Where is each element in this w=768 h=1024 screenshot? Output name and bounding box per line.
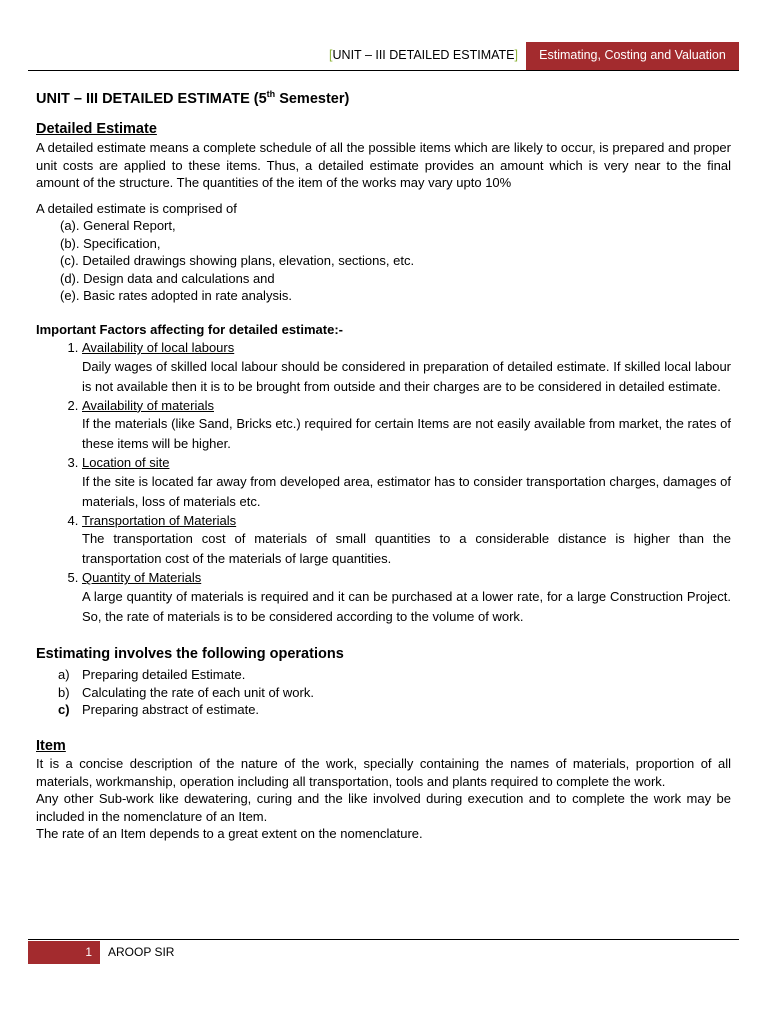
title-main: UNIT – III DETAILED ESTIMATE (5: [36, 90, 267, 107]
factor-title: 1. Availability of local labours: [82, 340, 235, 356]
list-item: [58, 666, 731, 684]
factors-heading: Important Factors affecting for detailed estimate:-: [36, 321, 343, 337]
item-paragraph: It is a concise description of the nature of the work, specially containing the names of materials, proportion of all materials, workmanship, operation including all transportation, tools and plants required to complete the work.: [36, 756, 731, 789]
list-item: [82, 397, 731, 455]
list-marker: b): [58, 684, 70, 700]
factor-title: 4. Transportation of Materials: [82, 512, 237, 528]
factor-description: Daily wages of skilled local labour should be considered in preparation of detailed estimate. If skilled local labour is not available then it is to be brought from outside and their charges are to be considered in detailed estimate.: [82, 358, 731, 394]
footer-author: AROOP SIR: [108, 945, 175, 959]
list-item: [58, 701, 731, 719]
operations-list: [36, 666, 731, 719]
page-number-badge: 1: [28, 941, 100, 964]
factor-title: 3. Location of site: [82, 455, 170, 471]
header-unit-label: [329, 47, 518, 65]
factor-title: 2. Availability of materials: [82, 397, 214, 413]
operation-text: Preparing abstract of estimate.: [82, 702, 260, 718]
list-item: [58, 684, 731, 702]
footer-divider: [28, 939, 739, 940]
list-item: [82, 512, 731, 570]
list-marker: c): [58, 702, 70, 718]
header-bracket-open: [: [329, 48, 333, 62]
operation-text: Calculating the rate of each unit of work.: [82, 684, 314, 700]
item-paragraph: Any other Sub-work like dewatering, curing and the like involved during execution and to complete the work may be included in the nomenclature of an Item.: [36, 791, 731, 824]
factors-list: [36, 339, 731, 627]
comprised-list: [36, 217, 731, 305]
item-paragraph: The rate of an Item depends to a great extent on the nomenclature.: [36, 826, 423, 842]
factor-description: A large quantity of materials is required and it can be purchased at a lower rate, for a large Construction Project. So, the rate of materials is to be considered according to the volume of work.: [82, 588, 731, 624]
list-item: (b). Specification,: [60, 235, 161, 251]
comprised-intro: A detailed estimate is comprised of: [36, 200, 237, 216]
page-header: [28, 42, 739, 71]
page-title: [36, 86, 731, 108]
title-sup: th: [266, 89, 276, 99]
list-marker: a): [58, 667, 70, 683]
factor-title: 5. Quantity of Materials: [82, 570, 202, 586]
list-item: (d). Design data and calculations and: [60, 270, 275, 286]
operation-text: Preparing detailed Estimate.: [82, 667, 246, 683]
detailed-estimate-paragraph: A detailed estimate means a complete schedule of all the possible items which are likely to occur, is prepared and proper unit costs are applied to these items. Thus, a detailed estimate provides an amount which is very near to the final amount of the structure. The quantities of the item of the works may vary upto 10%: [36, 140, 731, 191]
list-item: [82, 569, 731, 627]
section-heading-item: Item: [36, 737, 66, 754]
factor-description: If the materials (like Sand, Bricks etc.) required for certain Items are not easily available from market, the rates of these items will be higher.: [82, 416, 731, 452]
section-heading-operations: Estimating involves the following operations: [36, 645, 344, 662]
section-heading-detailed-estimate: Detailed Estimate: [36, 121, 157, 138]
title-tail: Semester): [275, 90, 350, 107]
list-item: [82, 454, 731, 512]
header-subject-badge: Estimating, Costing and Valuation: [526, 42, 739, 70]
list-item: (e). Basic rates adopted in rate analysis.: [60, 288, 292, 304]
list-item: (c). Detailed drawings showing plans, elevation, sections, etc.: [60, 253, 415, 269]
header-bracket-close: ]: [514, 48, 518, 62]
factor-description: The transportation cost of materials of small quantities to a considerable distance is higher than the transportation cost of the materials of large quantities.: [82, 531, 731, 567]
list-item: (a). General Report,: [60, 218, 176, 234]
header-unit-text: UNIT – III DETAILED ESTIMATE: [332, 48, 515, 62]
document-body: [36, 86, 731, 843]
factor-description: If the site is located far away from developed area, estimator has to consider transportation charges, damages of materials, loss of materials etc.: [82, 473, 731, 509]
list-item: [82, 339, 731, 397]
